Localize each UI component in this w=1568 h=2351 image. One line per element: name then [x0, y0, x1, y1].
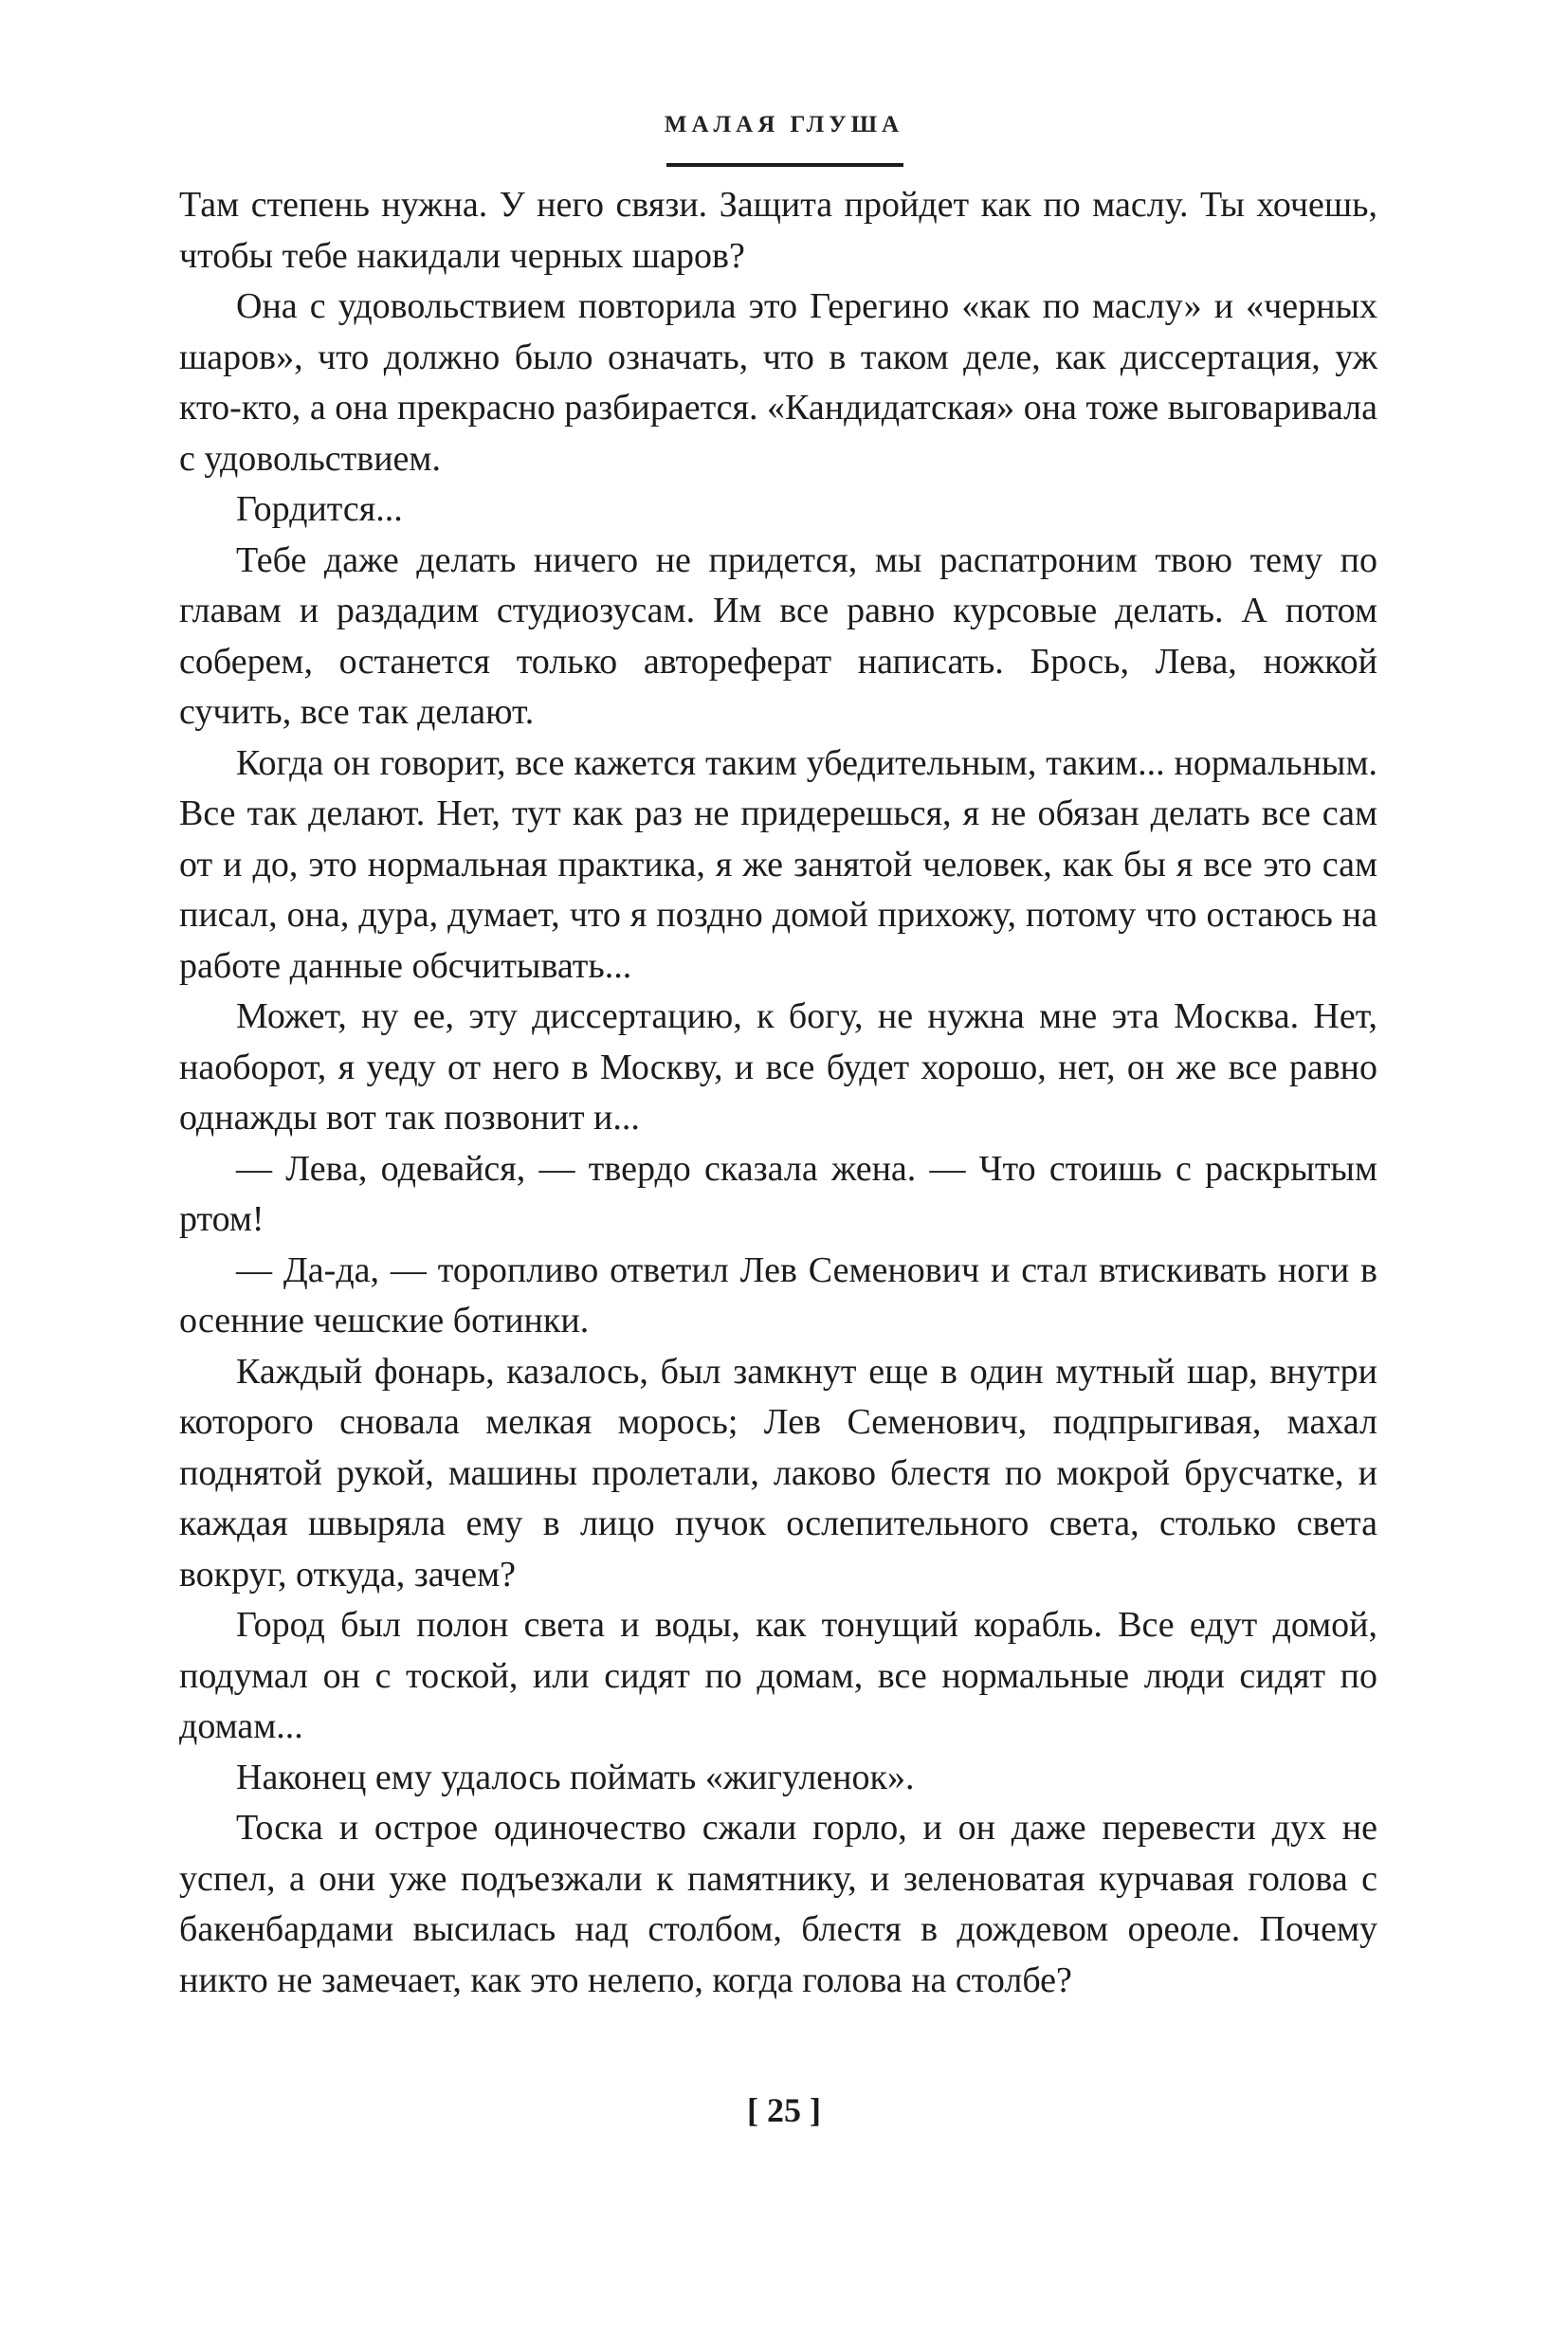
paragraph: Тебе даже делать ничего не придется, мы распатроним твою тему по главам и раздадим студиозусам. Им все равно курсовые делать. А потом соберем, останется только автореферат написать. Брось, Лева, ножкой сучить, все так делают.: [179, 539, 1377, 732]
paragraph: Она с удовольствием повторила это Герегино «как по маслу» и «черных шаров», что должно было означать, что в таком деле, как диссертация, уж кто-кто, а она прекрасно разбирается. «Кандидатская» она тоже выговаривала с удовольствием.: [179, 286, 1377, 479]
running-header: МАЛАЯ ГЛУША: [664, 112, 904, 137]
paragraph: Может, ну ее, эту диссертацию, к богу, не нужна мне эта Москва. Нет, наоборот, я уеду от него в Москву, и все будет хорошо, нет, он же все равно однажды вот так позвонит и...: [179, 996, 1377, 1138]
paragraph: Наконец ему удалось поймать «жигуленок».: [236, 1757, 915, 1797]
paragraph: — Лева, одевайся, — твердо сказала жена. — Что стоишь с раскрытым ртом!: [179, 1148, 1377, 1239]
paragraph: Каждый фонарь, казалось, был замкнут еще в один мутный шар, внутри которого сновала мелкая морось; Лев Семенович, подпрыгивая, махал поднятой рукой, машины пролетали, лаково блестя по мокрой брусчатке, и каждая швыряла ему в лицо пучок ослепительного света, столько света вокруг, откуда, зачем?: [179, 1351, 1377, 1595]
page-number: [ 25 ]: [747, 2091, 821, 2129]
paragraph: — Да-да, — торопливо ответил Лев Семенович и стал втискивать ноги в осенние чешские ботинки.: [179, 1249, 1377, 1340]
paragraph: Когда он говорит, все кажется таким убедительным, таким... нормальным. Все так делают. Нет, тут как раз не придерешься, я не обязан делать все сам от и до, это нормальная практика, я же занятой человек, как бы я все это сам писал, она, дура, думает, что я поздно домой прихожу, потому что остаюсь на работе данные обсчитывать...: [179, 742, 1377, 986]
paragraph: Тоска и острое одиночество сжали горло, и он даже перевести дух не успел, а они уже подъезжали к памятнику, и зеленоватая курчавая голова с бакенбардами высилась над столбом, блестя в дождевом ореоле. Почему никто не замечает, как это нелепо, когда голова на столбе?: [179, 1808, 1377, 2000]
paragraph: Гордится...: [236, 489, 403, 529]
header-rule: [666, 163, 903, 167]
paragraph: Там степень нужна. У него связи. Защита пройдет как по маслу. Ты хочешь, чтобы тебе накидали черных шаров?: [179, 185, 1377, 276]
paragraph: Город был полон света и воды, как тонущий корабль. Все едут домой, подумал он с тоской, или сидят по домам, все нормальные люди сидят по домам...: [179, 1605, 1377, 1746]
body-text: [179, 180, 1377, 2006]
